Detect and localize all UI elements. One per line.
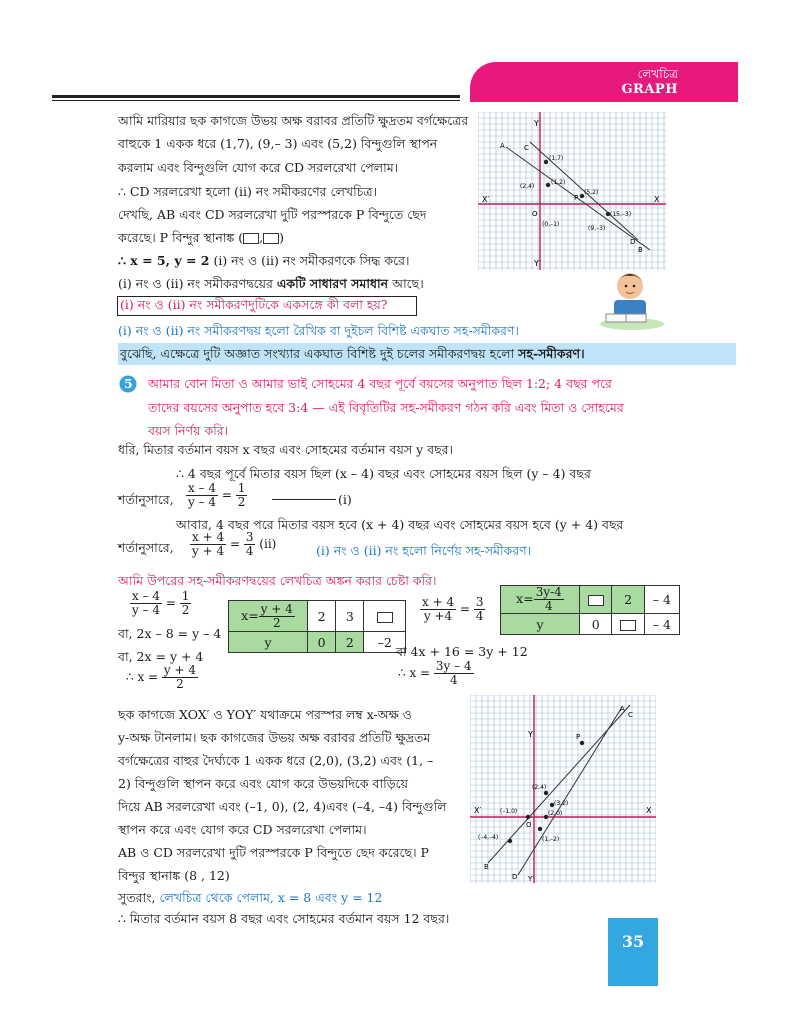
right-eq3-num: 3y – 4 (435, 659, 472, 673)
graph-desc-line: y-অক্ষ টানলাম। ছক কাগজের উভয় অক্ষ বরাবর প্রতিটি ক্ষুদ্রতম (118, 730, 431, 745)
table1-cell: –2 (364, 632, 406, 653)
blank-box (263, 233, 279, 244)
condition-label: শর্তানুসারে, (118, 492, 174, 507)
right-eq1-den: y +4 (423, 609, 453, 623)
answer-text: (i) নং ও (ii) নং সমীকরণদ্বয় হলো রৈখিক বা দুইচল বিশিষ্ট একঘাত সহ-সমীকরণ। (118, 323, 519, 338)
graph2-label: (2,4) (532, 784, 547, 791)
left-eq3-frac (162, 664, 198, 691)
graph1-label: (0,–1) (542, 221, 560, 228)
graph1-label: Y (534, 119, 539, 128)
common-text-c: আছে। (388, 276, 424, 291)
graph-result-prefix: সুতরাং, (118, 890, 160, 905)
graph1-label: (9,–3) (588, 225, 606, 232)
graph1-label: (5,2) (584, 189, 599, 196)
eq1-lhs (186, 482, 218, 509)
graph-desc-line: বর্গক্ষেত্রের বাহুর দৈর্ঘ্যকে 1 একক ধরে (2,0), (3,2) এবং (1, – (118, 753, 434, 768)
graph-result-text: লেখচিত্র থেকে পেলাম, x = 8 এবং y = 12 (159, 890, 383, 905)
graph1-label: X′ (482, 195, 490, 204)
attempt-text: আমি উপরের সহ-সমীকরণদ্বয়ের লেখচিত্র অঙ্কন করার চেষ্টা করি। (118, 573, 437, 588)
left-eq0-rhs (180, 590, 192, 617)
graph1-label: (1,7) (549, 155, 564, 162)
blank-box (588, 595, 604, 606)
value-table-2 (500, 585, 680, 635)
table2-x-label (501, 586, 580, 614)
graph2-label: C (628, 711, 633, 719)
eq2-rhs-num: 3 (245, 530, 254, 544)
question-text: (i) নং ও (ii) নং সমীকরণদুটিকে একসঙ্গে কী বলা হয়? (120, 297, 388, 312)
right-eq3-prefix: ∴ x = (398, 666, 431, 680)
table1-cell: 2 (308, 601, 336, 632)
left-eq0-rhs-num: 1 (181, 589, 190, 603)
graph2-label: X′ (474, 806, 482, 815)
left-eq3-prefix: ∴ x = (126, 670, 159, 684)
blank-box (377, 612, 393, 623)
left-eq2: বা, 2x = y + 4 (118, 649, 204, 664)
eq1-tag: (i) (338, 492, 352, 507)
table1-cell: 3 (336, 601, 364, 632)
left-eq0-num: x – 4 (130, 590, 162, 604)
eq2-num: x + 4 (190, 531, 226, 545)
eq1-rhs (236, 482, 248, 509)
graph2-label: (2,0) (548, 810, 563, 817)
eq2-note: (i) নং ও (ii) নং হলো নির্ণেয় সহ-সমীকরণ। (316, 543, 532, 558)
graph-2 (470, 695, 656, 883)
para-line: দেখছি, AB এবং CD সরলরেখা দুটি পরস্পরকে P বিন্দুতে ছেদ (118, 207, 427, 222)
table1-blank-cell (364, 601, 406, 632)
left-eq1: বা, 2x – 8 = y – 4 (118, 626, 222, 641)
graph-desc-line: AB ও CD সরলরেখা দুটি পরস্পরকে P বিন্দুতে ছেদ করেছে। P (118, 845, 429, 860)
left-eq3-num: y + 4 (163, 663, 197, 677)
coord-suffix: ) (279, 230, 285, 245)
graph-desc-line: স্থাপন করে এবং যোগ করে CD সরলরেখা পেলাম। (118, 822, 367, 837)
right-eq1-rhs-den: 4 (475, 609, 484, 623)
eq2-lhs (190, 531, 226, 558)
equation-2 (190, 531, 276, 558)
table2-x-den: 4 (544, 599, 553, 613)
left-eq3 (126, 664, 198, 691)
table2-blank-cell (612, 614, 644, 635)
header-rule-bottom (52, 100, 460, 101)
graph1-label: O (532, 210, 538, 218)
table1-x-den: 2 (272, 615, 281, 630)
para-line-common (118, 276, 424, 292)
condition-label: শর্তানুসারে, (118, 540, 174, 555)
problem-number: 5 (124, 376, 133, 391)
left-eq3-den: 2 (176, 677, 184, 691)
left-eq0-den: y – 4 (132, 603, 161, 617)
left-eq0-rhs-den: 2 (181, 603, 190, 617)
eq1-rhs-den: 2 (237, 495, 246, 509)
left-eq0-lhs (130, 590, 162, 617)
table1-x-prefix: x= (241, 607, 259, 623)
table1-x-label (229, 601, 308, 632)
table2-cell: 0 (580, 614, 612, 635)
graph1-label: (1,2) (551, 179, 566, 186)
graph-desc-line: দিয়ে AB সরলরেখা এবং (–1, 0), (2, 4)এবং (–4, –4) বিন্দুগুলি (118, 799, 447, 814)
graph2-label: (–4,–4) (478, 834, 499, 841)
problem-line: বয়স নির্ণয় করি। (148, 423, 229, 438)
graph-result (118, 890, 382, 906)
graph1-label: B (638, 246, 643, 254)
table2-cell: – 4 (644, 614, 679, 635)
graph1-label: A (500, 142, 505, 150)
right-eq1 (420, 596, 485, 623)
graph2-label: D (512, 873, 518, 881)
understood-text (120, 346, 585, 362)
graph2-label: O (526, 821, 532, 829)
problem-line: আমার বোন মিতা ও আমার ভাই সোহমের 4 বছর পূর্বে বয়সের অনুপাত ছিল 1:2; 4 বছর পরে (148, 376, 612, 391)
solution-line: ∴ 4 বছর পূর্বে মিতার বয়স ছিল (x – 4) বছর এবং সোহমের বয়স ছিল (y – 4) বছর (176, 466, 591, 481)
table1-cell: 2 (336, 632, 364, 653)
understood-b: সহ-সমীকরণ। (518, 346, 585, 361)
table2-y-label: y (501, 614, 580, 635)
graph2-label: Y′ (528, 875, 534, 883)
eq-sign: = (221, 488, 232, 502)
eq2-tag: (ii) (259, 537, 277, 551)
graph1-label: X (654, 195, 660, 204)
graph-desc-line: ছক কাগজে XOX′ ও YOY′ যথাক্রমে পরস্পর লম্ব x-অক্ষ ও (118, 707, 412, 722)
graph1-label: (2,4) (520, 183, 535, 190)
page-number: 35 (621, 932, 645, 951)
eq-sign: = (459, 602, 470, 616)
right-eq2: বা 4x + 16 = 3y + 12 (396, 644, 528, 659)
right-eq3 (398, 660, 474, 687)
para-line: ∴ CD সরলরেখা হলো (ii) নং সমীকরণের লেখচিত্র। (118, 184, 378, 199)
eq1-den: y – 4 (188, 495, 217, 509)
para-line-solution (118, 253, 410, 269)
table2-cell: – 4 (644, 586, 679, 614)
problem-line: তাদের বয়সের অনুপাত হবে 3:4 — এই বিবৃতিটির সহ-সমীকরণ গঠন করি এবং মিতা ও সোহমের (148, 400, 624, 415)
graph2-label: Y (528, 730, 533, 739)
para-line: বাহুকে 1 একক ধরে (1,7), (9,– 3) এবং (5,2) বিন্দুগুলি স্থাপন (118, 136, 438, 151)
common-text-a: (i) নং ও (ii) নং সমীকরণদ্বয়ের (118, 276, 277, 291)
right-eq3-frac (434, 660, 474, 687)
eq-sign: = (229, 537, 240, 551)
chapter-badge (470, 62, 738, 102)
header-rule-top (52, 95, 460, 98)
common-text-bold: একটি সাধারণ সমাধান (276, 276, 389, 291)
eq2-den: y + 4 (192, 544, 225, 558)
table1-cell: 0 (308, 632, 336, 653)
eq1-num: x – 4 (186, 482, 218, 496)
right-eq1-rhs-num: 3 (475, 595, 484, 609)
chapter-title-english: GRAPH (621, 82, 678, 97)
table2-x-num: 3y-4 (535, 585, 562, 599)
graph2-label: A (620, 705, 625, 713)
solution-line: ধরি, মিতার বর্তমান বয়স x বছর এবং সোহমের বর্তমান বয়স y বছর। (118, 442, 454, 457)
graph1-label: (15,–3) (610, 211, 632, 218)
blank-box (620, 620, 636, 631)
graph2-label: (1,–2) (542, 836, 560, 843)
final-answer: ∴ মিতার বর্তমান বয়স 8 বছর এবং সোহমের বর্তমান বয়স 12 বছর। (118, 911, 450, 926)
blank-box (243, 233, 259, 244)
value-table-1 (228, 600, 406, 653)
table1-y-label: y (229, 632, 308, 653)
para-line: করলাম এবং বিন্দুগুলি যোগ করে CD সরলরেখা পেলাম। (118, 160, 399, 175)
para-line: আমি মারিয়ার ছক কাগজে উভয় অক্ষ বরাবর প্রতিটি ক্ষুদ্রতম বর্গক্ষেত্রের (118, 113, 469, 128)
eq2-rhs (244, 531, 256, 558)
eq2-rhs-den: 4 (245, 544, 254, 558)
graph-desc-line: 2) বিন্দুগুলি স্থাপন করে এবং যোগ করে উভয়দিকে বাড়িয়ে (118, 776, 409, 791)
chapter-title-bengali: লেখচিত্র (637, 67, 678, 81)
right-eq1-lhs (420, 596, 456, 623)
table2-x-prefix: x= (516, 591, 534, 606)
right-eq3-den: 4 (449, 673, 458, 687)
coord-prefix: করেছে। P বিন্দুর স্থানাঙ্ক ( (118, 230, 244, 245)
graph2-label: (3,2) (554, 800, 569, 807)
right-eq1-rhs (474, 596, 486, 623)
understood-a: বুঝেছি, এক্ষেত্রে দুটি অজ্ঞাত সংখ্যার একঘাত বিশিষ্ট দুই চলের সমীকরণদ্বয় হলো (120, 346, 519, 361)
graph2-label: X (646, 806, 652, 815)
eq1-leader (272, 499, 336, 500)
graph1-label: Y′ (534, 259, 541, 268)
graph-1 (478, 112, 666, 270)
table2-blank-cell (580, 586, 612, 614)
para-line-coordinate (118, 230, 284, 246)
coord-comma: , (259, 230, 264, 245)
graph1-label: P (574, 194, 579, 202)
solution-values: ∴ x = 5, y = 2 (118, 253, 210, 268)
equation-1 (186, 482, 247, 509)
eq-sign: = (165, 596, 176, 610)
graph2-label: P (576, 733, 581, 741)
graph2-label: (–1,0) (500, 808, 518, 815)
table1-x-frac (259, 603, 295, 630)
right-eq1-num: x + 4 (422, 595, 455, 609)
student-illustration (596, 262, 666, 330)
table2-cell: 2 (612, 586, 644, 614)
graph2-label: B (484, 863, 489, 871)
eq1-rhs-num: 1 (237, 481, 246, 495)
graph1-label: C (524, 144, 529, 152)
page-number-box (608, 918, 658, 986)
graph1-label: D (630, 238, 636, 246)
solution-line: আবার, 4 বছর পরে মিতার বয়স হবে (x + 4) বছর এবং সোহমের বয়স হবে (y + 4) বছর (176, 517, 624, 532)
graph-desc-line: বিন্দুর স্থানাঙ্ক (8 , 12) (118, 868, 230, 883)
table1-x-num: y + 4 (260, 601, 293, 616)
table2-x-frac (534, 586, 564, 613)
solution-text: (i) নং ও (ii) নং সমীকরণকে সিদ্ধ করে। (209, 253, 410, 268)
left-eq0 (130, 590, 191, 617)
